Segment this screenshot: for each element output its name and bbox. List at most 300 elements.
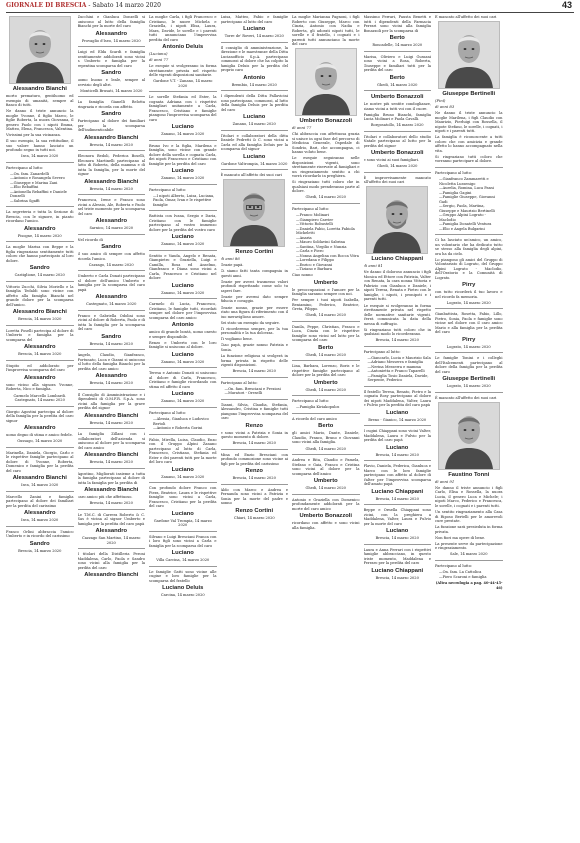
deceased-name: Alessandro (95, 528, 128, 535)
notice-divider (78, 96, 146, 97)
condolence-item: — Loredana e Filippo (296, 258, 360, 263)
notice-text: uomo degno di stima e amico fedele. (6, 433, 73, 438)
notice-text: il suo amico di sempre con affetto ricorda l'amico. (77, 252, 145, 261)
place-date: Ghedi, 14 marzo 2020 (305, 486, 346, 491)
notice-divider (6, 526, 74, 527)
notice-text: Nel ricordo di (77, 237, 103, 242)
deceased-name: Sandro (101, 70, 122, 76)
notice-text: Le esequie si svolgeranno in forma strettamente privata nel rispetto delle normative sanitarie vigenti. Verrà comunicata la data della messa di suffragio. (363, 303, 431, 326)
paper-name: GIORNALE DI BRESCIA (6, 2, 87, 9)
notice-divider (78, 234, 146, 235)
condolence-list (435, 570, 503, 579)
condolence-item: — Piero Scaroni e famiglia (439, 575, 503, 580)
condolence-item: — Antonietta e Franco Taparelli (368, 369, 432, 374)
place-date: Brescia, 14 marzo 2020 (18, 352, 62, 357)
condolence-list (435, 177, 503, 231)
name-caption: di anni 77 (149, 57, 169, 63)
condolence-item: — Adriano Messerra e famiglia (368, 360, 432, 365)
condolence-item: — Antonio e Roberta Gorini (153, 426, 217, 431)
notice-divider (149, 566, 217, 567)
notice-divider (78, 270, 146, 271)
place-date: Breno - Gianico, 14 marzo 2020 (368, 417, 427, 422)
deceased-name: Alessandro (95, 218, 128, 225)
notice-text: Gianni, Silvia, Claudia, Stefania, Alessandro, Cristina e famiglie tutti piangono l'improvvisa scomparsa del caro (220, 402, 288, 421)
condolence-item: — Famiglia Kiriakopulos (296, 405, 360, 410)
place-date: Ghedi, 14 marzo 2020 (377, 82, 418, 87)
column-5 (292, 15, 360, 837)
column-2 (78, 15, 146, 837)
notice-divider (149, 91, 217, 92)
condolence-list (292, 405, 360, 410)
name-caption: di anni 83 (435, 104, 455, 110)
notice-text: Le esequie seguiranno nelle disposizioni vigenti, sono strettamente riservate al famigliari e un ringraziamento sentito a chi vorrà ricordarlo in preghiera. (292, 156, 360, 179)
deceased-name: Luciano (171, 351, 194, 358)
deceased-name: Luciano (243, 153, 266, 160)
deceased-name: Renzo Cortini (235, 249, 274, 256)
column-6 (364, 15, 432, 837)
notice-text: La famiglia Zillani con i collaboratori dell'azienda si uniscono al dolore per la scomparsa del caro amico (77, 432, 145, 450)
notice-divider (364, 346, 432, 347)
condolence-item: — On. fam. Bresciani e Preziosi (225, 387, 289, 392)
notice-divider (364, 90, 432, 91)
deceased-name: Berto (318, 344, 334, 351)
place-date: Cazzago, 14 marzo 2020 (88, 262, 134, 267)
notice-text: Partecipano al lutto: (220, 380, 258, 385)
notice-text: Sei stato un esempio da seguire. (220, 320, 280, 325)
portrait-photo (9, 16, 71, 84)
deceased-name: Luciano (171, 550, 194, 557)
notice-divider (6, 406, 74, 407)
name-caption: di anni 81 (363, 263, 383, 269)
condolence-item: — Sergio, Paola, Martina, Giuseppe e Maurizio Bertinelli (439, 204, 503, 213)
notice-text: La funzione sarà presieduta in forma privata. (435, 525, 503, 534)
notice-text: Luigi ed Elda Scardi e famiglia sentitamente addolorati sono vicini a Umberto e famiglia per la repentina scomparsa del caro (77, 50, 145, 68)
deceased-name: Alessandro (95, 373, 128, 380)
notice-text: Chi abbraccia con affettuosa grazia si unisce in ogni fase del percorso di Medicina Generale, Ospedale di Sondrio, Bari, che accompagna, ci hanno voluto bene. (292, 132, 360, 155)
notice-text: Battista con Ivana, Sergio e Daria, Cristiano con le famiglie partecipano al vostro immenso dolore per la perdita del vostro caro (149, 214, 217, 232)
deceased-name: Alessandro Bianchi (12, 309, 67, 316)
notice-text: Marinella, Daniela, Giorgio, Carlo e le rispettive famiglie partecipano al dolore di Yvonne, Roberta, Domenico e famiglia per la perdita del caro (6, 450, 74, 473)
notice-text: Grazie nonno, grazie per essere stato una figura di riferimento con il tuo meraviglioso amore. (220, 305, 288, 319)
deceased-name: Umberto Bonazzoli (299, 513, 352, 520)
notice-text: sono vicino alla signora Yvonne, Roberta, Nico e famiglia. (6, 382, 74, 392)
notice-divider (78, 310, 146, 311)
notice-divider (292, 395, 360, 396)
place-date: Isea, 14 marzo 2020 (21, 154, 59, 159)
notice-text: Marisa, Oliviero e Luigi Gussani sono vicini a Rosa, Roberta, Giuseppe e familiari tutti per la perdita del caro (363, 54, 431, 72)
place-date: Carcina, 14 marzo 2020 (160, 593, 205, 598)
notice-text: Titolari e collaboratori della ditta Daniele Pedretti & C. sono vicini a Carla ed alla famiglia Deluis per la scomparsa del signor (220, 133, 288, 151)
notice-text: con tutto ricorderà il tuo lavoro e nel ricordo fa memoria. (435, 290, 503, 299)
notice-divider (292, 494, 360, 495)
condolence-item: — Alessia, Gianluca e Ludovico Bertoli (153, 417, 217, 426)
name-caption: di anni 77 (292, 125, 312, 131)
paper-header: GIORNALE DI BRESCIA - Sabato 14 marzo 2020 (6, 2, 161, 9)
place-date: Brescia, 14 marzo 2020 (18, 548, 62, 553)
name-caption: di anni 86 (220, 256, 240, 262)
place-date: Lograto, 14 marzo 2020 (446, 384, 491, 389)
place-date: Brescia, 14 marzo 2020 (375, 575, 419, 580)
notice-text: Un sentito ringraziamento alla Casa di Riposo Bertelli per le amorevoli cure prestate. (435, 510, 503, 524)
deceased-name: Luciano Chiappani (371, 567, 424, 574)
notice-text: Partecipano al lutto: (435, 563, 473, 568)
notice-divider (221, 449, 289, 450)
deceased-name: Alessandro Bianchi (84, 412, 139, 419)
deceased-name: Alessandro (95, 294, 128, 301)
portrait-photo (366, 186, 428, 254)
notice-text: Laura e Anna Ferrari con i rispettivi famiglie abbracciano, in questo triste momento, Maddalena e Ferraro per la perdita del caro (363, 547, 431, 566)
deceased-name: Sandro (29, 265, 50, 272)
notice-divider (435, 352, 503, 353)
condolence-item: — Famiglia Tosio Daniela, Davide, Serpente, Federico (368, 374, 432, 383)
notice-text: Massimo Ferrari, Fausta Benetti e tutti i dipendenti della Farmacia Ferrari sono vicini alla famiglia Bonazzoli per la scomparsa di (363, 15, 431, 33)
condolence-list (6, 172, 74, 204)
notice-text: Le sorelle Stefania ed Ester, la cognata Adriana con i rispettivi famigliari unitamente a Carla, Francesco, Cristiano e famiglie piangono l'improvvisa scomparsa del caro (149, 95, 217, 122)
place-date: Zanano, 14 marzo 2020 (161, 176, 205, 181)
notice-divider (6, 325, 74, 326)
notice-text: ricordano con affetto e sono vicini alla famiglia. (292, 521, 360, 530)
place-date: Borgosatollo, 14 marzo 2020 (370, 123, 424, 128)
notice-text: I titolari della Distilleria Peroni Maddalena, Carlo, Paola e Sandro sono vicini alla famiglia per la perdita del caro (77, 552, 145, 570)
notice-text: Ne danno il triste annuncio i figli Carlo, Elisa e Rossella, la nuora Lucia, il genero Luca e Michele; i nipoti Marco, Federico e Francesca, le sorelle, i cognati e i parenti tutti. (435, 485, 503, 508)
deceased-name: Umberto Bonazzoli (299, 118, 352, 125)
place-date: Gardone Valtrompia, 14 marzo 2020 (221, 161, 288, 166)
notice-text: caro amico più che affettuoso. (77, 495, 133, 500)
deceased-name: Alessandro Bianchi (84, 452, 139, 459)
deceased-name: Antonio (171, 322, 194, 329)
deceased-name: Alessandro Bianchi (84, 178, 139, 185)
condolence-item: — Anaria (296, 236, 360, 241)
deceased-name: Luciano Chiappani (371, 256, 424, 263)
portrait-photo (438, 402, 500, 470)
deceased-name: Alessandro (23, 344, 56, 351)
notice-divider (435, 392, 503, 393)
deceased-name: Alessandro (95, 30, 128, 37)
notice-divider (149, 140, 217, 141)
notice-text: Partecipano al dolore dei familiari per la scomparsa dell'indimenticabile (77, 119, 145, 133)
notice-divider (221, 90, 289, 91)
deceased-name: Sandro (101, 333, 122, 340)
deceased-name: Luciano (386, 528, 409, 535)
notice-text: Le famiglie Gatti sono vicine alle cugine e loro famiglie per la scomparsa del fratello (149, 569, 217, 583)
notice-divider (364, 544, 432, 545)
notice-text: Lo piangono gli amici del Gruppo di Volontariato di Lograto, del Gruppo Alpini Lograto - Maclodio, dell'Oratorio e la Comunità di Lograto. (435, 257, 503, 280)
place-date: Brescia, 14 marzo 2020 (375, 452, 419, 457)
place-date: Ghedi, 14 marzo 2020 (305, 313, 346, 318)
notice-divider (292, 360, 360, 361)
condolence-item: — Nonna Angelina con Rocca Vitra (296, 254, 360, 259)
notice-text: Partecipano al lutto: (435, 170, 473, 175)
notice-text: Grazie per averci trasmesso valori profondi rispettando come solo tu sapevi fare. (220, 279, 288, 293)
notice-text: Eleonora Bedoli, Federica Boselli, Eleonora Martinelli partecipano al lutto di Roberta, della mamma e di tutta la famiglia, per la morte del signor (77, 154, 145, 177)
place-date: Sarnico, 14 marzo 2020 (89, 226, 134, 231)
notice-divider (78, 194, 146, 195)
notice-divider (6, 447, 74, 448)
notice-text: La famiglia Gianelli Belotta ringrazia e ricorda con affetto. (77, 100, 145, 109)
notice-divider (221, 377, 289, 378)
page-header (0, 0, 580, 14)
place-date: Isea, 14 marzo 2020 (21, 483, 59, 488)
place-date: Zanano, 14 marzo 2020 (232, 122, 276, 126)
notice-divider (78, 468, 146, 469)
deceased-name: Berto (318, 423, 334, 430)
deceased-name: Alessandro (23, 425, 56, 432)
place-date: Carmelo Marcello Lombardi. Castegnato, 14 marzo 2020 (13, 393, 67, 403)
notice-divider (149, 298, 217, 299)
notice-text: Fabio, Mirella, Luisa, Claudio, Enzo con il Gruppo Alpini Zanano partecipano al lutto di Carla, Francesco, Cristiano, Stefania ed Ester e dei parenti tutti per la morte del loro caro (149, 437, 217, 465)
notice-divider (435, 234, 503, 235)
place-date: Pisogne, 14 marzo 2020 (17, 233, 62, 238)
notice-text: Il fratello Teresa, Renato, Pietro e la cognata Rosy partecipano al dolore dei nipoti Maddalena, Valter, Laura e Fulvio per la perdita del caro papà (363, 389, 431, 408)
deceased-name: Giuseppe Bertinelli (442, 91, 496, 98)
condolence-item: — Antonella Rebaffini e Daniele Donzelli (10, 190, 74, 199)
notice-text: La segreteria e tutta la Sezione di Brescia, con le signore, in pianto ricordano l'amico. (6, 210, 74, 224)
notice-text: Partecipano al lutto: (292, 399, 330, 404)
place-date: Brescia, 14 marzo 2020 (89, 420, 133, 425)
notice-divider (6, 241, 74, 242)
notice-text: A ricordo del caro amico (292, 416, 337, 421)
notice-divider (6, 491, 74, 492)
place-date: Brescia, 14 marzo 2020 (89, 501, 133, 506)
place-date: Chiari, 14 marzo 2020 (233, 515, 275, 520)
notice-divider (221, 484, 289, 485)
condolence-item: — Franco Molinari (296, 213, 360, 218)
notice-text: Umberto e Carla Donati partecipano al dolore dell'amico Umberto e famiglia per la scomparsa del caro papà (77, 274, 145, 292)
notice-divider (149, 250, 217, 251)
place-date: Zanano, 14 marzo 2020 (161, 474, 205, 479)
place-date: Brescia, 14 marzo 2020 (89, 142, 133, 147)
deceased-name: Luciano (243, 26, 266, 32)
notice-text: Franco Orlini abbraccia l'amico Umberto e in ricordo del carissimo (6, 529, 74, 539)
notice-text: La moglie Marianna Pagnoni, i figli Roberto con Giuseppe, Marco con Cinzia, Antonio con Nadia e Roberta, gli adorati nipoti tutti, le sorelle e il fratello, i cognati e i parenti tutti annunciano la morte del caro (292, 15, 360, 46)
deceased-name: Berto (389, 35, 405, 41)
notice-text: Loretta Foselli partecipa al dolore di Umberto e famiglia per la scomparsa del (6, 328, 74, 342)
notice-divider (6, 162, 74, 163)
notice-divider (364, 460, 432, 461)
notice-divider (149, 210, 217, 211)
deceased-name: Pirry (462, 336, 476, 343)
notice-divider (149, 184, 217, 185)
notice-text: le preoccupazioni e l'amore per la famiglia saranno sempre con noi. (292, 287, 360, 297)
place-date: Cazzago San Martino, 14 marzo 2020 (82, 536, 141, 545)
condolence-item: — Tiziano e Barbara (296, 267, 360, 272)
deceased-name: Faustino Tonni (448, 471, 490, 478)
condolence-item: — Mauro Soldavini Sabrina (296, 240, 360, 245)
notice-text: Le T.M.C. di Carrera Roberto & C. Sas è vicina al signor Umberto e famiglia per la perdita del caro papà (77, 512, 145, 526)
place-date: Torre de' Roveri, 14 marzo 2020 (224, 34, 284, 38)
name-caption: (Lucianu) (149, 51, 168, 56)
notice-divider (364, 131, 432, 132)
deceased-name: Alessandro Bianchi (12, 475, 67, 482)
place-date: Brescia, 14 marzo 2020 (89, 381, 133, 386)
notice-text: Gianbattista, Rosetta, Fabio, Lillo, Pietro, Sonia, Paola e famiglie sono vicine nel dolore con il caro amico Mario e alla famiglia per la perdita del caro (435, 312, 503, 335)
condolence-item: — Giampiero Carrier (296, 218, 360, 223)
notice-text: Ciao papà, grazie nonno Patrizia e Sonia. (220, 343, 288, 352)
notice-divider (78, 509, 146, 510)
condolence-list (364, 356, 432, 383)
deceased-name: Antonio (243, 74, 266, 81)
place-date: Roncadelle, 14 marzo 2020 (372, 43, 423, 47)
notice-text: I dipendenti della Ditta Pallavicini sono partecipano, commossi, al lutto della famiglia Deluis per la perdita del caro (220, 94, 288, 112)
portrait-photo (438, 21, 500, 89)
condolence-item: — On. fam. La Cattolica (439, 570, 503, 575)
notice-divider (292, 413, 360, 414)
place-date: Brembio, 14 marzo 2020 (231, 82, 277, 87)
deceased-name: Umberto (313, 279, 338, 286)
notice-text: Il consiglio di amministrazione, la direzione e le maestranze della Ditta Lucianofficio S.p.A. partecipano commossi al dolore che ha colpito la famiglia Deluis per la perdita del proprio caro (220, 45, 288, 72)
notice-text: Partecipano al lutto: (6, 165, 44, 170)
notice-divider (364, 504, 432, 505)
place-date: Lograto, 14 marzo 2020 (446, 344, 491, 349)
place-date: Gardone Val Trompia, 14 marzo 2020 (153, 518, 212, 528)
column-1 (6, 15, 74, 837)
notice-text: Stupito ed addolorato per l'improvvisa scomparsa del caro (6, 363, 74, 373)
condolence-item: — Sabrina Sgaffi (10, 199, 74, 204)
name-caption: di anni 91 (435, 478, 455, 484)
portrait-photo (223, 179, 285, 247)
notice-divider (364, 425, 432, 426)
place-date: Ghedi, 14 marzo 2020 (305, 446, 346, 451)
page-number: 43 (561, 0, 572, 10)
deceased-name: Sandro (29, 540, 50, 547)
condolence-item: — Elio e Angela Bulgarini (439, 227, 503, 232)
notice-divider (435, 560, 503, 561)
place-date: Zanano, 14 marzo 2020 (161, 359, 205, 364)
notice-text: Lina, Barbara, Lorenzo, Boris e le rispettive famiglie partecipano al dolore per la perdita del caro (292, 364, 360, 378)
notice-text: e sono vicini a Patrizia e Sonia in questo momento di dolore. (220, 430, 288, 440)
condolence-item: — Antonio e Rosangela Severo (10, 176, 74, 181)
place-date: Brescia, 14 marzo 2020 (232, 476, 276, 481)
deceased-name: Alessandro (23, 510, 56, 517)
notice-divider (364, 386, 432, 387)
notice-text: Ci ha lasciato un'amico, un amico, un volontario che ha dedicato tutto se stesso alla famiglia degli alpini, ora ha da cielo. (435, 238, 503, 256)
notice-text: Non fiori ma opere di bene. (435, 535, 486, 540)
condolence-item: — Muratori - Oreselli (225, 391, 289, 396)
notice-divider (364, 172, 432, 173)
condolence-item: — Vittorio Robustelli (296, 222, 360, 227)
notice-text: Silvano e Luigi Bresciani Franca con i loro figli sono vicini a Carla e famiglia per la scomparsa del caro (149, 534, 217, 548)
notice-divider (149, 367, 217, 368)
place-date: Zanano, 14 marzo 2020 (161, 399, 205, 404)
notice-text: Grazie per avermi dato sempre fiducia e coraggio. (220, 294, 288, 304)
notice-text: La funzione religiosa si svolgerà in forma privata in rispetto delle vigenti disposizioni. (220, 354, 288, 368)
notice-text: Sentito e Vanda, Angelo e Renata, Giampietro e Graziella, Luigi e Camilla, Rosa ed Anselmo, Gianfranco e Diana sono vicini a Carla, Francesco e Cristiano nel dolore (149, 253, 217, 281)
deceased-name: Luciano Chiappani (371, 488, 424, 495)
condolence-item: — Aurelia, Romina, Luca Pansi (439, 186, 503, 191)
deceased-name: Umberto Bonazzoli (371, 150, 424, 157)
condolence-item: — Giuseppe e Marina Zani (10, 181, 74, 186)
deceased-name: Alessandro Bianchi (84, 134, 139, 141)
notice-text: Ciao nonno (292, 273, 313, 278)
more-obituaries-note: (Altra necrologia a pag. 40-44-45-46) (435, 581, 503, 590)
place-date: Brescia, 14 marzo 2020 (89, 341, 133, 346)
notice-divider (78, 428, 146, 429)
notice-divider (149, 482, 217, 483)
deceased-name: Luciano (386, 444, 409, 451)
notice-divider (78, 46, 146, 47)
notice-divider (149, 407, 217, 408)
deceased-name: Umberto Bonazzoli (371, 94, 424, 100)
notice-text: I cugini Chiappani sono vicini Valter, Maddalena, Laura e Fulvio per la perdita del caro papà (363, 429, 431, 443)
notice-text: Andrea e Rita, Claudio e Pamela, Stefano e Gaia, Franco e Cristina sono vicini al dolore per la scomparsa dell'amico (292, 458, 360, 476)
name-caption: (Pinì) (435, 98, 446, 104)
notice-text: Il suo esempio, la sua rettitudine, il suo valore hanno lasciato un profondo segno in tutti noi. (6, 139, 74, 153)
notice-text: Si ringraziano tutti coloro che in qualsiasi modo prenderanno parte al dolore. (292, 180, 360, 194)
deceased-name: Antonio Deluis (162, 44, 204, 50)
condolence-item: — Gruppo Alpini Lograto - Maclodio (439, 213, 503, 222)
deceased-name: Luciano (171, 234, 194, 241)
notice-text: È mancato all'affetto dei suoi cari (435, 395, 497, 400)
notice-text: Marcello Zanini e famiglia partecipano al dolore dei familiari per la perdita del carissimo (6, 494, 74, 508)
deceased-name: Giuseppe Bertinelli (442, 376, 496, 383)
condolence-item: — I nipoti Alberto, Luisa, Luciana, Paola, Omar, Ivan e le rispettive famiglie (153, 194, 217, 208)
place-date: Zanano, 14 marzo 2020 (161, 290, 205, 295)
deceased-name: Luciano (171, 282, 194, 289)
deceased-name: Luciano (243, 114, 266, 120)
notice-divider (149, 531, 217, 532)
notice-text: Partecipano al lutto: (363, 349, 401, 354)
condolence-item: — Carla e Piero (296, 249, 360, 254)
notice-text: Renzo e Umberto con le loro famiglie si uniscono al dolore. (149, 340, 217, 350)
deceased-name: Luciano (171, 510, 194, 517)
condolence-item: — Santina, Virgilio e Nunzia (296, 245, 360, 250)
deceased-name: Luciano (171, 466, 194, 473)
deceased-name: Renzo (245, 468, 263, 475)
deceased-name: Alessandro (23, 225, 56, 232)
notice-text: Si ringraziano tutti coloro che vorranno partecipare al dolore. (435, 154, 503, 164)
notice-text: Bruno Ivo e la figlia, Marilena e famiglia, sono vicine con grande dolore della sorella e cognata Carla, dei nipoti Francesco e Cristiano con famiglie per la perdita del caro (149, 143, 217, 166)
place-date: Brescia, 14 marzo 2020 (89, 186, 133, 191)
deceased-name: Alessandro Bianchi (84, 572, 139, 579)
notice-divider (78, 150, 146, 151)
notice-text: Mina ed Enzio Bresciani con profondo commozione sono vicine ai figli per la perdita del carissimo (220, 452, 288, 466)
condolence-item: — Gianfranco Zammaretti e Nicoletta Lussenigo (439, 177, 503, 186)
notice-divider (6, 360, 74, 361)
notice-text: uomo buono e leale, sempre al servizio degli altri. (77, 78, 145, 87)
deceased-name: Renzo Cortini (235, 507, 274, 514)
notice-text: Ci siamo fatti tanta compagnia in questi anni. (220, 269, 288, 278)
notice-text: Ne danno il triste annuncio la moglie Yvonne, il figlio Marco, le figlie Roberta, la nuora Giovanna, il genero Paolo con i nipoti Emma, Matteo, Elena, Francesca, Valentina. (6, 109, 74, 132)
notice-divider (78, 548, 146, 549)
notice-text: Le esequie si svolgeranno in forma strettamente privata nel rispetto delle vigenti disposizioni sanitarie. (149, 64, 217, 78)
deceased-name: Sandro (101, 244, 122, 251)
condolence-list (149, 417, 217, 431)
deceased-name: Luciano (171, 168, 194, 175)
notice-text: La moglie Marisa con Beppe e la figlia ringraziano sentitamente tutti coloro che hanno partecipato al loro dolore. (6, 245, 74, 263)
notice-text: È mancato all'affetto dei suoi cari (220, 173, 282, 177)
notice-text: e sono vicini ai suoi famigliari. (363, 158, 420, 163)
place-date: Zanano, 14 marzo 2020 (161, 242, 205, 247)
place-date: Brescia, 14 marzo 2020 (232, 369, 276, 374)
notice-text: Famiglia Bruno Bianchi, famiglia Lucia Molinari e Paola Cavalli. (363, 112, 431, 122)
condolence-item: — Elio Rebaffini (10, 185, 74, 190)
deceased-name: Pirry (462, 282, 476, 289)
notice-text: La famiglia è riconoscente a tutti coloro che con amicizia e grande affetto lo hanno accompagnato nella vita. (435, 135, 503, 153)
notice-divider (221, 42, 289, 43)
header-rule (6, 12, 574, 13)
notice-text: Antonio e Graziella con Domenico profondamente addolorati per la morte del caro amico (292, 497, 360, 511)
notice-divider (435, 167, 503, 168)
condolence-item: — Nerina Messerra e mamma (368, 365, 432, 370)
portrait-photo (295, 48, 357, 116)
notice-text: gli amici Mario, Dante, Daniele, Claudio, Franco, Bruno e Giovanni sono vicini alla famiglia. (292, 431, 360, 445)
issue-date: Sabato 14 marzo 2020 (92, 2, 161, 9)
notice-text: Agostino, Migliorati insieme a tutta la famiglia partecipano al dolore di tutta la famiglia per la perdita di (77, 471, 145, 485)
notice-text: Danila, Peppe, Christian, Franco e Luca, Cinzia con le rispettive famiglie sono vicini nel lutto per la scomparsa del caro (292, 324, 360, 343)
notice-text: È mancato all'affetto dei suoi cari (435, 15, 497, 19)
notice-divider (78, 389, 146, 390)
deceased-name: Luciano Deluis (162, 585, 204, 592)
